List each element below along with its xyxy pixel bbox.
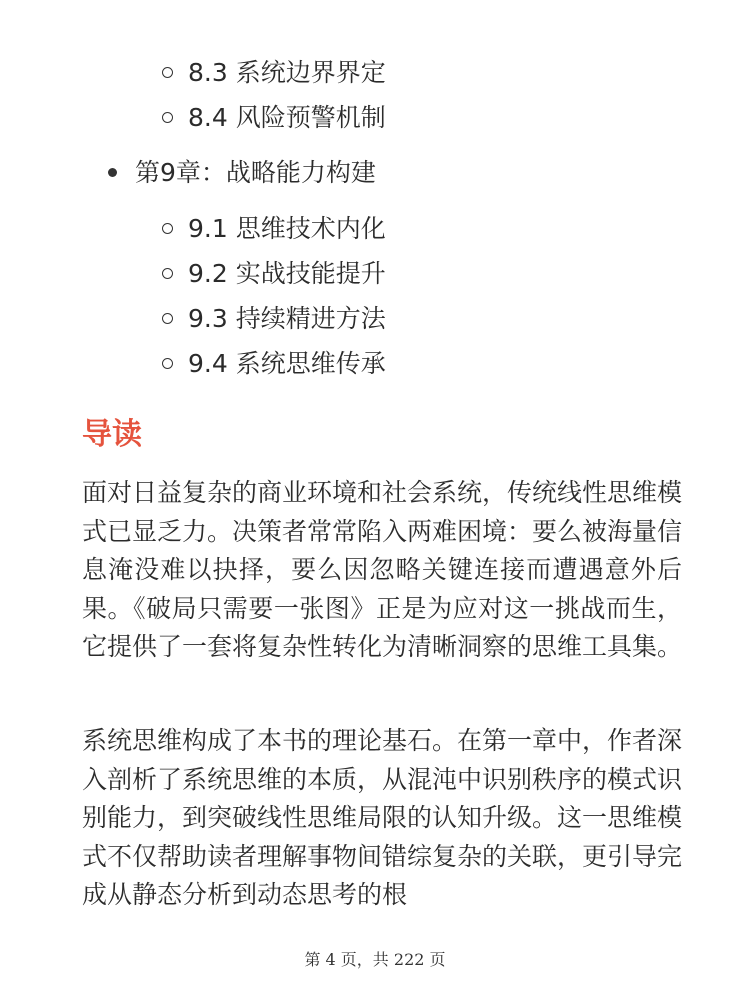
circle-bullet-icon xyxy=(162,268,173,279)
toc-item-9-4[interactable] xyxy=(162,341,386,386)
toc-item-label: 8.3 系统边界界定 xyxy=(188,58,386,87)
toc-item-label: 9.2 实战技能提升 xyxy=(188,259,386,288)
toc-item-8-3[interactable] xyxy=(162,50,386,95)
toc-sublist-chapter-8 xyxy=(162,50,386,140)
circle-bullet-icon xyxy=(162,112,173,123)
toc-item-label: 9.1 思维技术内化 xyxy=(188,214,386,243)
toc-item-label: 9.4 系统思维传承 xyxy=(188,349,386,378)
toc-item-9-3[interactable] xyxy=(162,296,386,341)
toc-item-label: 8.4 风险预警机制 xyxy=(188,103,386,132)
toc-item-label: 9.3 持续精进方法 xyxy=(188,304,386,333)
toc-item-9-2[interactable] xyxy=(162,251,386,296)
toc-item-9-1[interactable] xyxy=(162,206,386,251)
intro-paragraph-2: 系统思维构成了本书的理论基石。在第一章中，作者深入剖析了系统思维的本质，从混沌中识别秩序的模式识别能力，到突破线性思维局限的认知升级。这一思维模式不仅帮助读者理解事物间错综复杂的关联，更引导完成从静态分析到动态思考的根 xyxy=(82,726,683,909)
circle-bullet-icon xyxy=(162,223,173,234)
intro-paragraph-1: 面对日益复杂的商业环境和社会系统，传统线性思维模式已显乏力。决策者常常陷入两难困境：要么被海量信息淹没难以抉择，要么因忽略关键连接而遭遇意外后果。《破局只需要一张图》正是为应对这一挑战而生，它提供了一套将复杂性转化为清晰洞察的思维工具集。 xyxy=(82,478,683,661)
circle-bullet-icon xyxy=(162,313,173,324)
toc-sublist-chapter-9 xyxy=(162,206,386,386)
disc-bullet-icon xyxy=(108,168,117,177)
page-number-footer: 第 4 页，共 222 页 xyxy=(304,950,446,969)
circle-bullet-icon xyxy=(162,67,173,78)
section-heading: 导读 xyxy=(82,417,142,452)
toc-chapter-9[interactable] xyxy=(108,150,376,195)
circle-bullet-icon xyxy=(162,358,173,369)
toc-chapter-label: 第9章：战略能力构建 xyxy=(135,158,376,187)
toc-item-8-4[interactable] xyxy=(162,95,386,140)
